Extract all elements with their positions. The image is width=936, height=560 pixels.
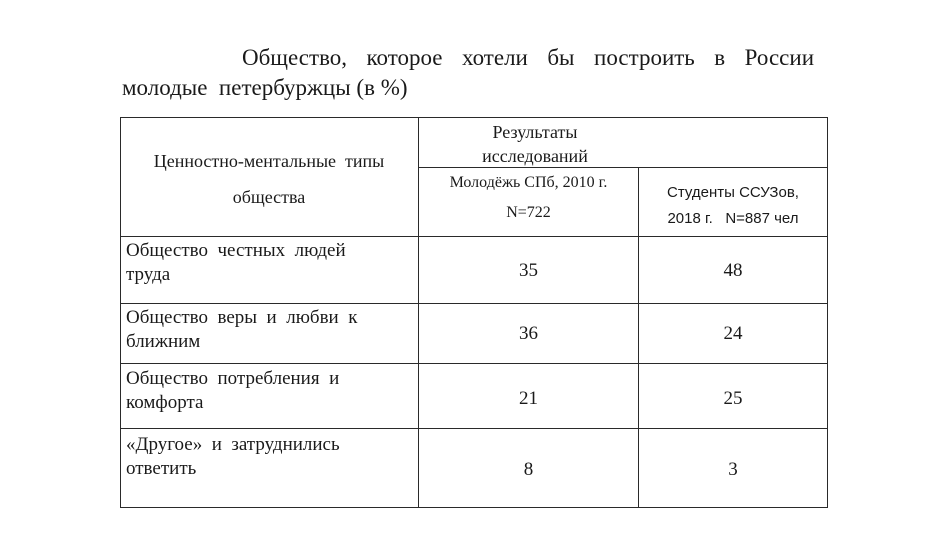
row-label-line-2: ближним — [126, 331, 201, 352]
row-label-line-1: Общество честных людей — [126, 240, 346, 261]
header-types-line-1: Ценностно-ментальные типы — [153, 151, 385, 171]
header-col-2010-line-2: N=722 — [506, 204, 551, 221]
header-col-2010-line-1: Молодёжь СПб, 2010 г. — [449, 174, 608, 191]
row-divider — [120, 236, 828, 237]
row-divider — [120, 428, 828, 429]
row-divider — [120, 303, 828, 304]
title-word: построить — [594, 45, 695, 70]
table-cell-value: 25 — [723, 388, 743, 409]
header-col-2010 — [419, 170, 638, 226]
title-word: Общество, — [242, 45, 348, 70]
header-types-column — [121, 143, 417, 215]
table-border-right — [827, 117, 828, 508]
table-row-label — [126, 433, 396, 481]
title-word: бы — [547, 45, 575, 70]
title-word: России — [744, 45, 814, 70]
title-word: которое — [366, 45, 443, 70]
row-label-line-2: ответить — [126, 458, 197, 479]
header-results-line-1: Результаты — [492, 122, 578, 142]
table-row-label — [126, 367, 396, 415]
header-types-line-2: общества — [232, 187, 306, 207]
table-cell-value: 35 — [519, 260, 538, 281]
header-col-2018 — [639, 180, 827, 232]
row-divider — [120, 363, 828, 364]
table-border-bottom — [120, 507, 828, 508]
table-cell-value: 48 — [723, 260, 743, 281]
header-results — [430, 120, 640, 168]
table-cell-value: 8 — [523, 459, 534, 480]
table-row-label — [126, 306, 396, 354]
page-title-line-1 — [242, 46, 814, 69]
table-cell-value: 36 — [519, 323, 538, 344]
table-cell-value: 21 — [519, 388, 538, 409]
page-title-line-2: молодые петербуржцы (в %) — [122, 75, 408, 100]
table-cell-value: 24 — [723, 323, 743, 344]
row-label-line-1: Общество веры и любви к — [126, 307, 358, 328]
title-word: хотели — [461, 45, 528, 70]
table-border-top — [120, 117, 828, 118]
header-results-line-2: исследований — [482, 146, 588, 166]
row-label-line-1: «Другое» и затруднились — [126, 434, 340, 455]
table-cell-value: 3 — [728, 459, 738, 480]
header-col-2018-line-1: Студенты ССУЗов, — [667, 184, 799, 201]
header-col-2018-line-2: 2018 г. N=887 чел — [667, 210, 799, 227]
table-row-label — [126, 239, 388, 287]
title-word: в — [714, 45, 726, 70]
row-label-line-2: труда — [126, 264, 171, 285]
row-label-line-1: Общество потребления и — [126, 368, 340, 389]
row-label-line-2: комфорта — [126, 392, 204, 413]
